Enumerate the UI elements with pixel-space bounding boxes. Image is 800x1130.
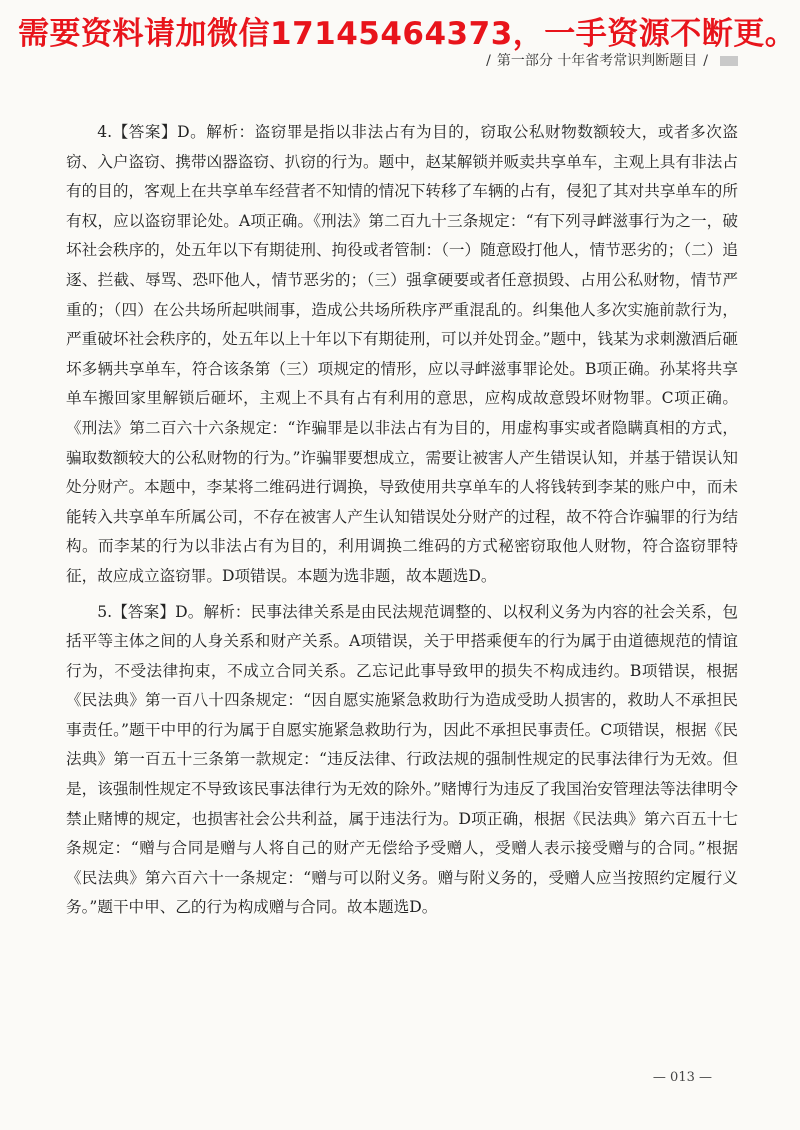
answer-label: 5.【答案】D。 (97, 602, 204, 621)
answer-explanations (66, 118, 738, 929)
header-title: 十年省考常识判断题目 (557, 53, 698, 69)
header-divider: / (703, 53, 708, 69)
answer-label: 4.【答案】D。 (97, 123, 207, 141)
header-part: 第一部分 (496, 53, 553, 69)
answer-5 (66, 598, 738, 924)
page-number: — 013 — (652, 1070, 712, 1085)
running-header (480, 50, 738, 70)
header-divider: / (486, 53, 491, 69)
answer-text: 解析：民事法律关系是由民法规范调整的、以权利义务为内容的社会关系，包括平等主体之间的人身关系和财产关系。A项错误，关于甲搭乘便车的行为属于由道德规范的情谊行为，不受法律拘束，不成立合同关系。乙忘记此事导致甲的损失不构成违约。B项错误，根据《民法典》第一百八十四条规定：“因自愿实施紧急救助行为造成受助人损害的，救助人不承担民事责任。”题干中甲的行为属于自愿实施紧急救助行为，因此不承担民事责任。C项错误，根据《民法典》第一百五十三条第一款规定：“违反法律、行政法规的强制性规定的民事法律行为无效。但是，该强制性规定不导致该民事法律行为无效的除外。”赌博行为违反了我国治安管理法等法律明令禁止赌博的规定，也损害社会公共利益，属于违法行为。D项正确，根据《民法典》第六百五十七条规定：“赠与合同是赠与人将自己的财产无偿给予受赠人，受赠人表示接受赠与的合同。”根据《民法典》第六百六十一条规定：“赠与可以附义务。赠与附义务的，受赠人应当按照约定履行义务。”题干中甲、乙的行为构成赠与合同。故本题选D。 (66, 602, 738, 917)
answer-text: 解析：盗窃罪是指以非法占有为目的，窃取公私财物数额较大，或者多次盗窃、入户盗窃、携带凶器盗窃、扒窃的行为。题中，赵某解锁并贩卖共享单车，主观上具有非法占有的目的，客观上在共享单车经营者不知情的情况下转移了车辆的占有，侵犯了其对共享单车的所有权，应以盗窃罪论处。A项正确。《刑法》第二百九十三条规定：“有下列寻衅滋事行为之一，破坏社会秩序的，处五年以下有期徒刑、拘役或者管制：（一）随意殴打他人，情节恶劣的；（二）追逐、拦截、辱骂、恐吓他人，情节恶劣的；（三）强拿硬要或者任意损毁、占用公私财物，情节严重的；（四）在公共场所起哄闹事，造成公共场所秩序严重混乱的。纠集他人多次实施前款行为，严重破坏社会秩序的，处五年以上十年以下有期徒刑，可以并处罚金。”题中，钱某为求刺激酒后砸坏多辆共享单车，符合该条第（三）项规定的情形，应以寻衅滋事罪论处。B项正确。孙某将共享单车搬回家里解锁后砸坏，主观上不具有占有利用的意思，应构成故意毁坏财物罪。C项正确。《刑法》第二百六十六条规定：“诈骗罪是以非法占有为目的，用虚构事实或者隐瞒真相的方式，骗取数额较大的公私财物的行为。”诈骗罪要想成立，需要让被害人产生错误认知，并基于错误认知处分财产。本题中，李某将二维码进行调换，导致使用共享单车的人将钱转到李某的账户中，而未能转入共享单车所属公司，不存在被害人产生认知错误处分财产的过程，故不符合诈骗罪的行为结构。而李某的行为以非法占有为目的，利用调换二维码的方式秘密窃取他人财物，符合盗窃罪特征，故应成立盗窃罪。D项错误。本题为选非题，故本题选D。 (66, 123, 738, 585)
watermark-text: 需要资料请加微信17145464373，一手资源不断更。 (18, 16, 797, 52)
header-decoration (720, 56, 738, 66)
answer-4 (66, 118, 738, 592)
